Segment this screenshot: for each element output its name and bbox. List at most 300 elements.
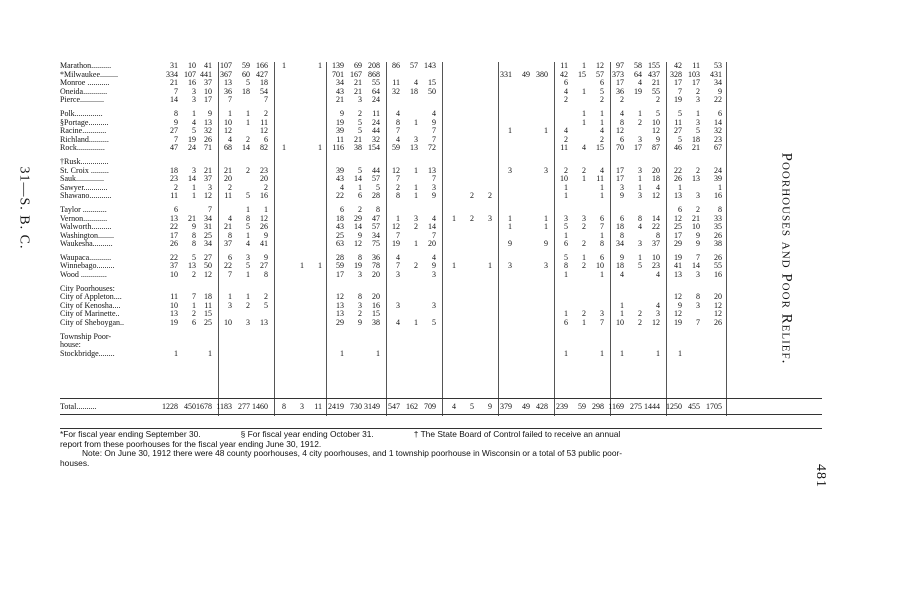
table-cell: 4 — [432, 213, 436, 223]
table-cell: 7 — [396, 174, 400, 184]
table-cell: 29 — [674, 239, 682, 249]
table-cell: 328 — [670, 69, 682, 79]
total-cell: 547 — [388, 402, 400, 411]
table-cell: 2 — [620, 95, 624, 105]
table-cell: 11 — [260, 117, 268, 127]
table-cell: 1 — [600, 348, 604, 358]
table-cell: 2 — [192, 309, 196, 319]
table-cell: 10 — [616, 318, 624, 328]
row-label: Rock.............. — [60, 144, 105, 153]
table-cell: 59 — [242, 61, 250, 70]
table-cell: 12 — [674, 309, 682, 319]
table-cell: 3 — [696, 117, 700, 127]
table-cell: 12 — [652, 191, 660, 201]
table-cell: 9 — [544, 239, 548, 249]
table-cell: 6 — [228, 252, 232, 262]
table-cell: 3 — [432, 182, 436, 192]
table-cell: 26 — [714, 230, 722, 240]
table-row — [60, 319, 820, 328]
table-cell: 19 — [336, 117, 344, 127]
table-cell: 14 — [242, 143, 250, 153]
table-cell: 2 — [582, 239, 586, 249]
total-cell: 1444 — [644, 402, 660, 411]
table-cell: 17 — [674, 230, 682, 240]
table-cell: 2 — [696, 165, 700, 175]
row-label: Stockbridge........ — [60, 349, 115, 358]
table-cell: 17 — [674, 78, 682, 88]
left-margin-label: 31—S. B. C. — [16, 166, 32, 250]
table-cell: 11 — [336, 134, 344, 144]
table-cell: 5 — [192, 126, 196, 136]
table-cell: 41 — [204, 61, 212, 70]
table-cell: 12 — [392, 222, 400, 232]
table-cell: 1 — [414, 182, 418, 192]
table-cell: 334 — [166, 69, 178, 79]
table-cell: 7 — [396, 261, 400, 271]
table-cell: 6 — [264, 134, 268, 144]
table-cell: 1 — [582, 108, 586, 118]
table-cell: 27 — [204, 252, 212, 262]
table-cell: 6 — [678, 204, 682, 214]
table-cell: 17 — [616, 78, 624, 88]
footnote-fiscal-september: *For fiscal year ending September 30. — [60, 429, 201, 439]
table-cell: 39 — [336, 165, 344, 175]
table-cell: 1 — [318, 61, 322, 70]
table-cell: 8 — [396, 191, 400, 201]
table-cell: 1 — [414, 239, 418, 249]
table-cell: 9 — [208, 108, 212, 118]
column-rule — [442, 62, 443, 416]
table-cell: 34 — [714, 78, 722, 88]
table-cell: 3 — [358, 95, 362, 105]
table-cell: 7 — [696, 252, 700, 262]
table-cell: 1 — [564, 270, 568, 280]
table-cell: 167 — [350, 69, 362, 79]
table-cell: 1 — [600, 270, 604, 280]
table-cell: 7 — [264, 95, 268, 105]
table-cell: 23 — [170, 174, 178, 184]
table-cell: 55 — [372, 78, 380, 88]
table-cell: 26 — [204, 134, 212, 144]
table-cell: 9 — [192, 222, 196, 232]
table-cell: 57 — [596, 69, 604, 79]
table-cell: 41 — [260, 239, 268, 249]
table-cell: 26 — [170, 239, 178, 249]
table-cell: 15 — [372, 309, 380, 319]
table-cell: 1 — [192, 191, 196, 201]
table-cell: 86 — [392, 61, 400, 70]
total-cell: 239 — [556, 402, 568, 411]
table-cell: 4 — [656, 182, 660, 192]
table-cell: 437 — [648, 69, 660, 79]
table-cell: 17 — [634, 143, 642, 153]
table-cell: 2 — [264, 108, 268, 118]
table-cell: 43 — [336, 86, 344, 96]
table-cell: 1 — [452, 261, 456, 271]
table-cell: 1 — [376, 348, 380, 358]
table-cell: 1 — [508, 126, 512, 136]
table-cell: 18 — [616, 222, 624, 232]
table-cell: 10 — [652, 117, 660, 127]
table-cell: 3 — [638, 165, 642, 175]
table-cell: 4 — [564, 126, 568, 136]
table-cell: 1 — [582, 61, 586, 70]
poorhouse-statistics-table — [60, 62, 820, 358]
table-cell: 20 — [224, 174, 232, 184]
table-cell: 1 — [452, 213, 456, 223]
table-cell: 18 — [260, 78, 268, 88]
table-cell: 87 — [652, 143, 660, 153]
table-cell: 13 — [336, 309, 344, 319]
table-cell: 5 — [358, 117, 362, 127]
table-cell: 1 — [582, 117, 586, 127]
table-cell: 4 — [396, 318, 400, 328]
table-cell: 22 — [336, 191, 344, 201]
table-cell: 4 — [396, 134, 400, 144]
table-cell: 1 — [414, 117, 418, 127]
table-cell: 13 — [260, 318, 268, 328]
table-cell: 3 — [228, 300, 232, 310]
table-cell: 19 — [392, 239, 400, 249]
table-cell: 13 — [692, 174, 700, 184]
table-cell: 43 — [336, 222, 344, 232]
table-cell: 4 — [600, 126, 604, 136]
table-cell: 3 — [696, 270, 700, 280]
table-cell: 2 — [638, 318, 642, 328]
row-label: Sauk.............. — [60, 175, 104, 184]
table-cell: 12 — [596, 61, 604, 70]
table-cell: 20 — [260, 174, 268, 184]
table-cell: 55 — [652, 86, 660, 96]
table-cell: 9 — [174, 117, 178, 127]
table-cell: 5 — [376, 182, 380, 192]
table-row — [60, 192, 820, 201]
table-cell: 3 — [582, 213, 586, 223]
table-cell: 13 — [410, 143, 418, 153]
table-cell: 19 — [634, 86, 642, 96]
table-cell: 5 — [264, 300, 268, 310]
table-cell: 18 — [692, 134, 700, 144]
running-title: Poorhouses and Poor Relief. — [778, 152, 795, 365]
table-cell: 22 — [652, 222, 660, 232]
table-cell: 1 — [508, 222, 512, 232]
total-row — [60, 402, 820, 412]
table-cell: 28 — [372, 191, 380, 201]
table-cell: 2 — [696, 204, 700, 214]
table-cell: 1 — [246, 292, 250, 302]
table-cell: 10 — [224, 117, 232, 127]
table-cell: 6 — [600, 213, 604, 223]
table-cell: 29 — [336, 318, 344, 328]
table-cell: 18 — [616, 261, 624, 271]
row-label: Waupaca........... — [60, 253, 112, 262]
table-cell: 22 — [170, 252, 178, 262]
table-cell: 12 — [204, 191, 212, 201]
table-cell: 15 — [578, 69, 586, 79]
table-cell: 4 — [414, 78, 418, 88]
table-cell: 23 — [652, 261, 660, 271]
table-cell: 2 — [358, 204, 362, 214]
row-label: Marathon.......... — [60, 62, 112, 70]
table-cell: 7 — [174, 134, 178, 144]
row-label: City of Marinette.. — [60, 310, 120, 319]
table-cell: 11 — [674, 117, 682, 127]
total-cell: 49 — [522, 402, 530, 411]
table-cell: 2 — [470, 213, 474, 223]
table-cell: 2 — [582, 309, 586, 319]
table-cell: 1 — [620, 348, 624, 358]
total-cell: 455 — [688, 402, 700, 411]
table-cell: 8 — [656, 230, 660, 240]
table-cell: 2 — [582, 222, 586, 232]
table-cell: 21 — [354, 86, 362, 96]
table-cell: 10 — [224, 318, 232, 328]
table-cell: 20 — [372, 292, 380, 302]
table-cell: 23 — [714, 134, 722, 144]
table-cell: 10 — [188, 61, 196, 70]
table-cell: 3 — [544, 261, 548, 271]
table-cell: 11 — [392, 78, 400, 88]
table-cell: 1 — [696, 108, 700, 118]
table-cell: 2 — [638, 309, 642, 319]
table-cell: 3 — [358, 300, 362, 310]
table-cell: 1 — [228, 292, 232, 302]
table-cell: 11 — [224, 191, 232, 201]
table-cell: 8 — [246, 213, 250, 223]
table-cell: 12 — [260, 126, 268, 136]
table-cell: 11 — [560, 143, 568, 153]
table-cell: 4 — [582, 143, 586, 153]
table-cell: 23 — [260, 165, 268, 175]
table-cell: 1 — [208, 348, 212, 358]
table-cell: 1 — [638, 182, 642, 192]
table-cell: 27 — [674, 126, 682, 136]
table-cell: 25 — [204, 230, 212, 240]
table-cell: 5 — [656, 108, 660, 118]
total-cell: 3 — [300, 402, 304, 411]
table-cell: 59 — [336, 261, 344, 271]
table-cell: 8 — [718, 204, 722, 214]
table-cell: 868 — [368, 69, 380, 79]
row-label: City Poorhouses: — [60, 284, 115, 293]
table-cell: 373 — [612, 69, 624, 79]
table-cell: 5 — [358, 165, 362, 175]
table-cell: 10 — [596, 261, 604, 271]
table-cell: 1 — [600, 191, 604, 201]
table-cell: 16 — [372, 300, 380, 310]
table-cell: 36 — [616, 86, 624, 96]
table-cell: 17 — [616, 165, 624, 175]
table-cell: 15 — [596, 143, 604, 153]
total-cell: 1183 — [216, 402, 232, 411]
column-rule — [274, 62, 275, 416]
table-cell: 12 — [224, 126, 232, 136]
row-label: Taylor ............ — [60, 205, 107, 214]
row-rule — [60, 398, 822, 399]
table-cell: 4 — [246, 239, 250, 249]
table-cell: 19 — [674, 95, 682, 105]
table-cell: 9 — [620, 252, 624, 262]
total-cell: 298 — [592, 402, 604, 411]
table-cell: 1 — [174, 348, 178, 358]
table-cell: 6 — [358, 191, 362, 201]
table-cell: 4 — [638, 222, 642, 232]
table-cell: 3 — [208, 182, 212, 192]
column-rule — [554, 62, 555, 416]
table-cell: 72 — [428, 143, 436, 153]
table-cell: 10 — [204, 86, 212, 96]
table-cell: 18 — [170, 165, 178, 175]
table-cell: 11 — [204, 300, 212, 310]
row-label: †Rusk.............. — [60, 157, 109, 166]
table-cell: 21 — [692, 143, 700, 153]
table-cell: 24 — [372, 95, 380, 105]
table-cell: 37 — [224, 239, 232, 249]
table-cell: 3 — [696, 191, 700, 201]
table-cell: 7 — [228, 95, 232, 105]
table-cell: 18 — [410, 86, 418, 96]
table-cell: 5 — [246, 222, 250, 232]
table-cell: 6 — [600, 252, 604, 262]
table-cell: 1 — [600, 230, 604, 240]
table-cell: 2 — [174, 182, 178, 192]
table-cell: 82 — [260, 143, 268, 153]
total-cell: 1460 — [252, 402, 268, 411]
table-cell: 7 — [432, 134, 436, 144]
table-cell: 7 — [432, 174, 436, 184]
table-cell: 3 — [488, 213, 492, 223]
table-cell: 17 — [616, 174, 624, 184]
table-cell: 14 — [354, 222, 362, 232]
table-cell: 6 — [564, 318, 568, 328]
table-cell: 4 — [638, 78, 642, 88]
table-cell: 1 — [414, 318, 418, 328]
table-cell: 14 — [692, 261, 700, 271]
table-cell: 2 — [358, 309, 362, 319]
footnotes — [60, 430, 820, 468]
table-cell: 1 — [192, 182, 196, 192]
table-cell: 6 — [564, 239, 568, 249]
table-cell: 57 — [372, 174, 380, 184]
table-cell: 2 — [192, 270, 196, 280]
row-label: Wood ............. — [60, 271, 107, 280]
table-cell: 50 — [204, 261, 212, 271]
table-cell: 47 — [372, 213, 380, 223]
table-cell: 36 — [372, 252, 380, 262]
table-cell: 1 — [638, 108, 642, 118]
table-cell: 1 — [582, 174, 586, 184]
table-cell: 7 — [432, 230, 436, 240]
table-cell: 10 — [652, 252, 660, 262]
table-cell: 5 — [192, 252, 196, 262]
table-cell: 12 — [260, 213, 268, 223]
table-cell: 1 — [228, 108, 232, 118]
table-cell: 1 — [318, 261, 322, 271]
table-cell: 12 — [674, 292, 682, 302]
table-cell: 2 — [396, 182, 400, 192]
table-cell: 1 — [564, 182, 568, 192]
table-cell: 69 — [354, 61, 362, 70]
table-cell: 2 — [600, 134, 604, 144]
table-row — [60, 271, 820, 280]
table-cell: 3 — [396, 270, 400, 280]
table-cell: 11 — [596, 174, 604, 184]
table-cell: 42 — [560, 69, 568, 79]
table-cell: 13 — [170, 309, 178, 319]
column-rule — [610, 62, 611, 416]
table-cell: 1 — [414, 165, 418, 175]
table-cell: 8 — [358, 252, 362, 262]
table-cell: 9 — [432, 117, 436, 127]
table-cell: 4 — [600, 165, 604, 175]
table-cell: 16 — [714, 270, 722, 280]
table-cell: 3 — [192, 165, 196, 175]
table-cell: 22 — [170, 222, 178, 232]
table-cell: 18 — [204, 292, 212, 302]
table-cell: 22 — [674, 165, 682, 175]
row-label: Township Poor- — [60, 332, 112, 341]
table-cell: 6 — [620, 134, 624, 144]
table-cell: 1 — [544, 213, 548, 223]
table-cell: 9 — [340, 108, 344, 118]
table-cell: 1 — [246, 204, 250, 214]
table-cell: 5 — [696, 126, 700, 136]
table-cell: 20 — [372, 270, 380, 280]
table-cell: 139 — [332, 61, 344, 70]
table-cell: 1 — [582, 252, 586, 262]
table-cell: 6 — [340, 204, 344, 214]
table-row — [60, 333, 820, 342]
table-cell: 4 — [564, 86, 568, 96]
table-cell: 2 — [414, 261, 418, 271]
table-cell: 44 — [372, 165, 380, 175]
table-cell: 21 — [170, 78, 178, 88]
table-cell: 3 — [600, 309, 604, 319]
table-cell: 5 — [678, 134, 682, 144]
table-cell: 59 — [392, 143, 400, 153]
table-cell: 14 — [652, 213, 660, 223]
table-cell: 34 — [204, 239, 212, 249]
table-cell: 24 — [714, 165, 722, 175]
table-cell: 4 — [192, 117, 196, 127]
table-cell: 14 — [188, 174, 196, 184]
table-cell: 2 — [582, 261, 586, 271]
total-cell: 9 — [488, 402, 492, 411]
table-cell: 8 — [696, 292, 700, 302]
table-cell: 9 — [656, 134, 660, 144]
table-cell: 431 — [710, 69, 722, 79]
table-cell: 1 — [414, 191, 418, 201]
table-cell: 21 — [224, 222, 232, 232]
table-cell: 60 — [242, 69, 250, 79]
table-cell: 57 — [410, 61, 418, 70]
table-cell: 38 — [354, 143, 362, 153]
table-cell: 12 — [652, 318, 660, 328]
table-cell: 4 — [656, 300, 660, 310]
table-cell: 13 — [224, 78, 232, 88]
table-cell: 143 — [424, 61, 436, 70]
table-cell: 9 — [696, 239, 700, 249]
table-cell: 6 — [192, 318, 196, 328]
table-cell: 107 — [220, 61, 232, 70]
footnote-fiscal-october: § For fiscal year ending October 31. — [240, 429, 374, 439]
row-label: Polk.............. — [60, 109, 103, 118]
total-label: Total.......... — [60, 402, 97, 411]
row-label: Racine............ — [60, 127, 107, 136]
table-cell: 36 — [224, 86, 232, 96]
table-cell: 21 — [188, 213, 196, 223]
table-cell: 9 — [696, 230, 700, 240]
